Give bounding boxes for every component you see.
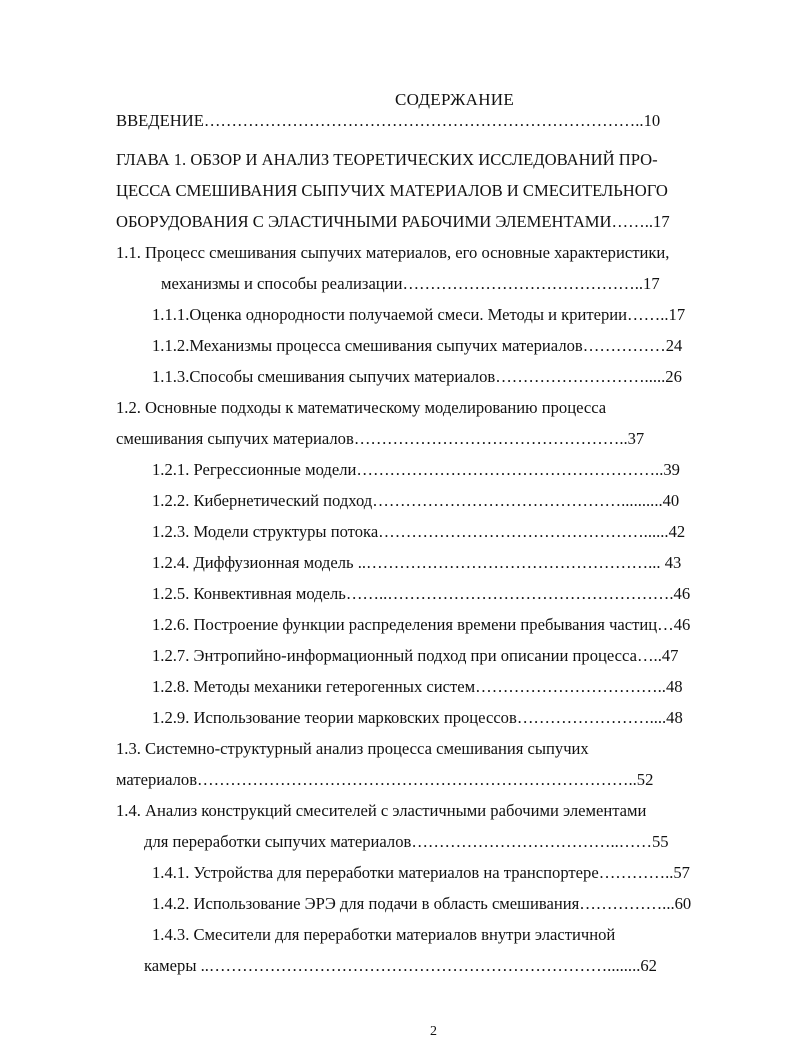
toc-entry-chapter-1: ГЛАВА 1. ОБЗОР И АНАЛИЗ ТЕОРЕТИЧЕСКИХ ИССЛЕДОВАНИЙ ПРО-	[116, 150, 658, 169]
toc-entry-1-1-cont: механизмы и способы реализации……………………………………..17	[161, 274, 660, 293]
toc-entry-1-3-cont: материалов……………………………………………………………………..52	[116, 770, 654, 789]
toc-entry-1-2-4: 1.2.4. Диффузионная модель ..……………………………………………... 43	[152, 553, 682, 572]
toc-entry-1-1-2: 1.1.2.Механизмы процесса смешивания сыпучих материалов……………24	[152, 336, 683, 355]
toc-entry-chapter-1-cont: ЦЕССА СМЕШИВАНИЯ СЫПУЧИХ МАТЕРИАЛОВ И СМЕСИТЕЛЬНОГО	[116, 181, 668, 200]
toc-entry-1-2-8: 1.2.8. Методы механики гетерогенных систем……………………………..48	[152, 677, 683, 696]
toc-entry-1-4-2: 1.4.2. Использование ЭРЭ для подачи в область смешивания……………...60	[152, 894, 692, 913]
toc-entry-1-1-3: 1.1.3.Способы смешивания сыпучих материалов……………………….....26	[152, 367, 682, 386]
toc-entry-1-2-1: 1.2.1. Регрессионные модели………………………………………………..39	[152, 460, 680, 479]
toc-entry-1-2-5: 1.2.5. Конвективная модель……..…………………………………………….46	[152, 584, 691, 603]
toc-entry-1-4-3-cont: камеры ..………………………………………………………………........62	[144, 956, 657, 975]
toc-entry-1-2-cont: смешивания сыпучих материалов…………………………………………..37	[116, 429, 645, 448]
page-number: 2	[430, 1024, 437, 1039]
toc-entry-1-2-9: 1.2.9. Использование теории марковских процессов……………………....48	[152, 708, 683, 727]
toc-entry-1-1-1: 1.1.1.Оценка однородности получаемой смеси. Методы и критерии……..17	[152, 305, 686, 324]
page-title: СОДЕРЖАНИЕ	[395, 90, 515, 109]
toc-entry-1-4-3: 1.4.3. Смесители для переработки материалов внутри эластичной	[152, 925, 616, 944]
toc-entry-chapter-1-cont: ОБОРУДОВАНИЯ С ЭЛАСТИЧНЫМИ РАБОЧИМИ ЭЛЕМЕНТАМИ……..17	[116, 212, 670, 231]
toc-entry-1-2-2: 1.2.2. Кибернетический подход………………………………………..........40	[152, 491, 680, 510]
toc-entry-1-4: 1.4. Анализ конструкций смесителей с эластичными рабочими элементами	[116, 801, 647, 820]
toc-entry-1-2-3: 1.2.3. Модели структуры потока…………………………………………......42	[152, 522, 686, 541]
toc-entry-introduction: ВВЕДЕНИЕ……………………………………………………………………..10	[116, 111, 661, 130]
toc-entry-1-3: 1.3. Системно-структурный анализ процесса смешивания сыпучих	[116, 739, 589, 758]
toc-entry-1-4-cont: для переработки сыпучих материалов………………………………..……55	[144, 832, 669, 851]
toc-entry-1-4-1: 1.4.1. Устройства для переработки материалов на транспортере…………..57	[152, 863, 690, 882]
toc-entry-1-2-7: 1.2.7. Энтропийно-информационный подход при описании процесса…..47	[152, 646, 679, 665]
toc-entry-1-1: 1.1. Процесс смешивания сыпучих материалов, его основные характеристики,	[116, 243, 670, 262]
toc-entry-1-2-6: 1.2.6. Построение функции распределения времени пребывания частиц…46	[152, 615, 691, 634]
toc-entry-1-2: 1.2. Основные подходы к математическому моделированию процесса	[116, 398, 607, 417]
